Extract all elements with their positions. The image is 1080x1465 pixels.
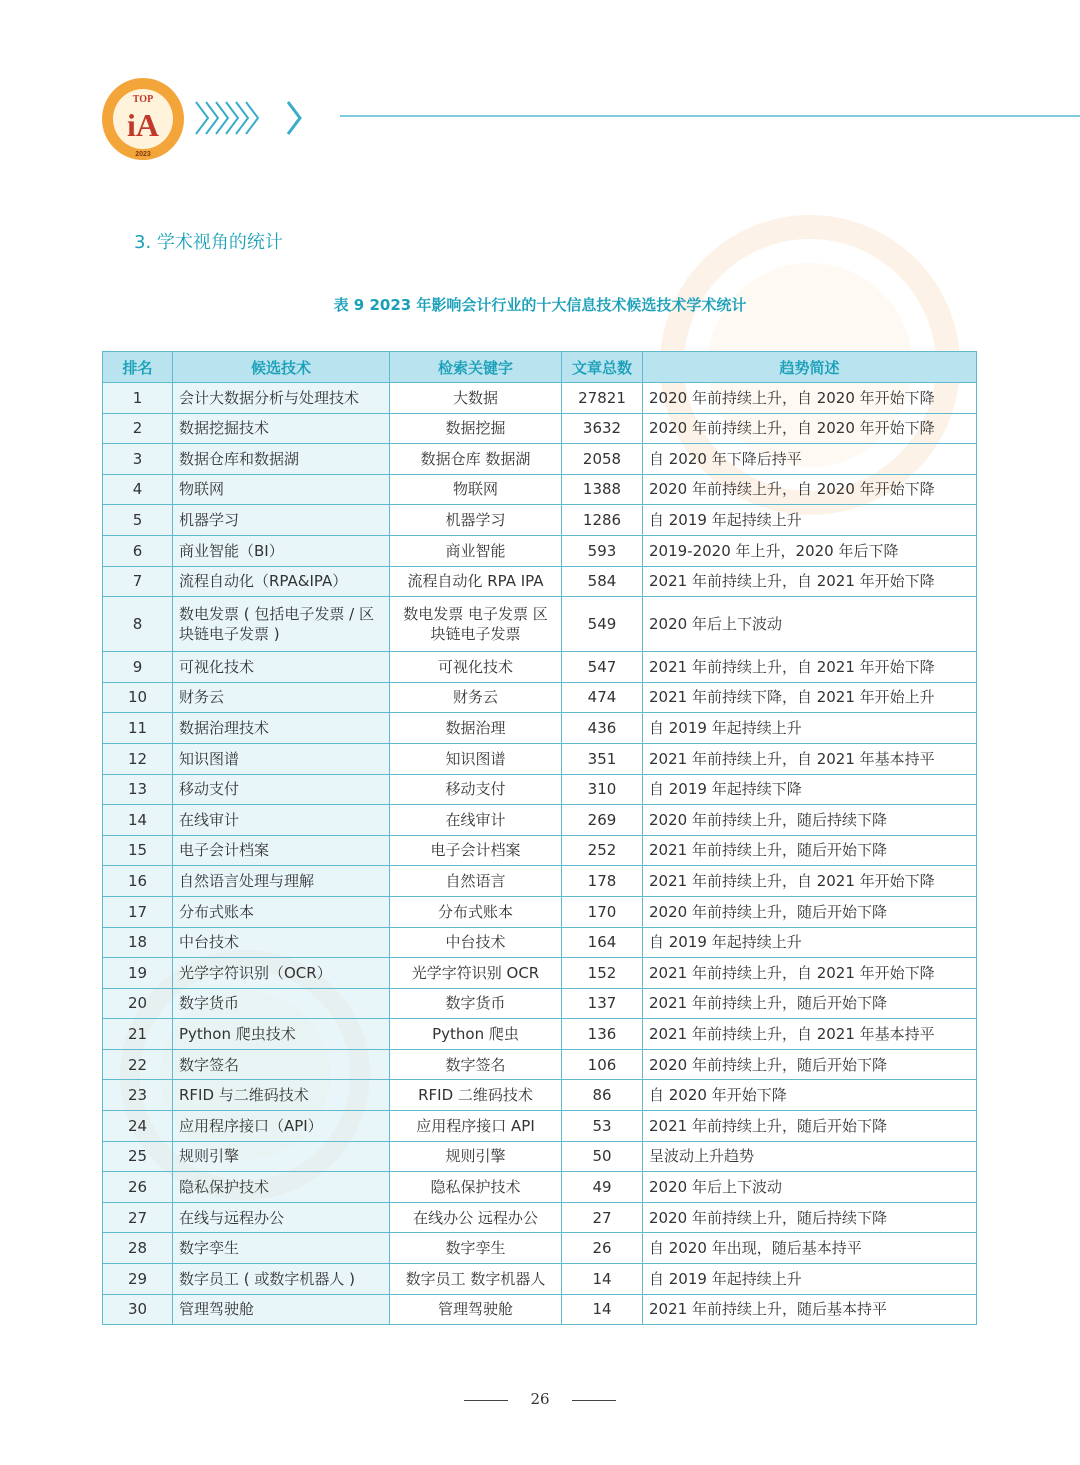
cell-trend: 2021 年前持续上升，随后开始下降	[643, 835, 977, 866]
cell-trend: 自 2019 年起持续下降	[643, 774, 977, 805]
header-tech: 候选技术	[173, 352, 390, 383]
cell-tech: 电子会计档案	[173, 835, 390, 866]
cell-rank: 19	[103, 958, 173, 989]
cell-rank: 21	[103, 1019, 173, 1050]
cell-tech: 机器学习	[173, 505, 390, 536]
page-footer	[0, 1388, 1080, 1412]
cell-count: 26	[562, 1233, 643, 1264]
cell-tech: 可视化技术	[173, 652, 390, 683]
table-row	[103, 474, 977, 505]
statistics-table	[102, 351, 977, 1325]
cell-rank: 25	[103, 1141, 173, 1172]
table-row	[103, 535, 977, 566]
cell-count: 252	[562, 835, 643, 866]
cell-trend: 自 2020 年开始下降	[643, 1080, 977, 1111]
cell-count: 14	[562, 1264, 643, 1295]
table-row	[103, 652, 977, 683]
header-chevrons-icon	[192, 98, 312, 138]
table-row	[103, 682, 977, 713]
cell-tech: 管理驾驶舱	[173, 1294, 390, 1325]
cell-tech: 数据挖掘技术	[173, 413, 390, 444]
cell-rank: 1	[103, 383, 173, 414]
table-row	[103, 1172, 977, 1203]
cell-keyword: 电子会计档案	[390, 835, 562, 866]
cell-trend: 2021 年前持续上升，随后基本持平	[643, 1294, 977, 1325]
cell-rank: 30	[103, 1294, 173, 1325]
cell-trend: 2021 年前持续上升，自 2021 年开始下降	[643, 652, 977, 683]
cell-keyword: 在线办公 远程办公	[390, 1202, 562, 1233]
cell-trend: 2020 年前持续上升，自 2020 年开始下降	[643, 474, 977, 505]
cell-trend: 自 2020 年下降后持平	[643, 444, 977, 475]
cell-count: 547	[562, 652, 643, 683]
header-count: 文章总数	[562, 352, 643, 383]
footer-rule-right	[572, 1400, 616, 1401]
cell-trend: 自 2020 年出现，随后基本持平	[643, 1233, 977, 1264]
table-row	[103, 383, 977, 414]
cell-trend: 2020 年前持续上升，随后开始下降	[643, 896, 977, 927]
cell-trend: 2021 年前持续上升，自 2021 年开始下降	[643, 566, 977, 597]
header-rule	[340, 115, 1080, 117]
cell-trend: 2020 年后上下波动	[643, 597, 977, 652]
cell-keyword: 自然语言	[390, 866, 562, 897]
cell-rank: 28	[103, 1233, 173, 1264]
cell-trend: 2021 年前持续上升，自 2021 年开始下降	[643, 958, 977, 989]
cell-tech: 物联网	[173, 474, 390, 505]
cell-trend: 自 2019 年起持续上升	[643, 713, 977, 744]
cell-rank: 10	[103, 682, 173, 713]
cell-trend: 2020 年前持续上升，随后开始下降	[643, 1049, 977, 1080]
cell-tech: 数电发票 ( 包括电子发票 / 区块链电子发票 )	[173, 597, 390, 652]
cell-keyword: 数字孪生	[390, 1233, 562, 1264]
cell-keyword: Python 爬虫	[390, 1019, 562, 1050]
cell-rank: 14	[103, 805, 173, 836]
cell-tech: 财务云	[173, 682, 390, 713]
cell-count: 351	[562, 743, 643, 774]
cell-tech: 在线与远程办公	[173, 1202, 390, 1233]
cell-count: 27821	[562, 383, 643, 414]
cell-keyword: 数据挖掘	[390, 413, 562, 444]
cell-rank: 9	[103, 652, 173, 683]
cell-keyword: 中台技术	[390, 927, 562, 958]
cell-tech: 中台技术	[173, 927, 390, 958]
cell-rank: 6	[103, 535, 173, 566]
cell-rank: 22	[103, 1049, 173, 1080]
logo-top-text: TOP	[132, 94, 154, 105]
cell-count: 14	[562, 1294, 643, 1325]
cell-tech: 光学字符识别（OCR）	[173, 958, 390, 989]
cell-keyword: 分布式账本	[390, 896, 562, 927]
cell-keyword: 光学字符识别 OCR	[390, 958, 562, 989]
cell-tech: 数字员工 ( 或数字机器人 )	[173, 1264, 390, 1295]
cell-count: 436	[562, 713, 643, 744]
cell-rank: 13	[103, 774, 173, 805]
cell-rank: 20	[103, 988, 173, 1019]
cell-count: 593	[562, 535, 643, 566]
cell-keyword: 知识图谱	[390, 743, 562, 774]
cell-keyword: 规则引擎	[390, 1141, 562, 1172]
cell-count: 106	[562, 1049, 643, 1080]
table-row	[103, 988, 977, 1019]
table-row	[103, 774, 977, 805]
cell-trend: 2021 年前持续上升，自 2021 年基本持平	[643, 743, 977, 774]
cell-rank: 12	[103, 743, 173, 774]
table-row	[103, 1080, 977, 1111]
table-caption: 表 9 2023 年影响会计行业的十大信息技术候选技术学术统计	[333, 296, 747, 314]
cell-count: 584	[562, 566, 643, 597]
cell-tech: 商业智能（BI）	[173, 535, 390, 566]
table-row	[103, 444, 977, 475]
cell-tech: 规则引擎	[173, 1141, 390, 1172]
cell-rank: 26	[103, 1172, 173, 1203]
cell-keyword: 机器学习	[390, 505, 562, 536]
cell-tech: 应用程序接口（API）	[173, 1111, 390, 1142]
cell-tech: 流程自动化（RPA&IPA）	[173, 566, 390, 597]
cell-trend: 2021 年前持续上升，随后开始下降	[643, 988, 977, 1019]
cell-count: 269	[562, 805, 643, 836]
cell-count: 50	[562, 1141, 643, 1172]
cell-rank: 18	[103, 927, 173, 958]
cell-count: 1286	[562, 505, 643, 536]
logo-year: 2023	[135, 151, 151, 158]
cell-keyword: 应用程序接口 API	[390, 1111, 562, 1142]
cell-rank: 17	[103, 896, 173, 927]
logo-mark: iA	[127, 107, 159, 143]
cell-rank: 2	[103, 413, 173, 444]
table-row	[103, 505, 977, 536]
table-row	[103, 566, 977, 597]
table-row	[103, 597, 977, 652]
cell-trend: 2021 年前持续上升，自 2021 年基本持平	[643, 1019, 977, 1050]
cell-tech: 数字签名	[173, 1049, 390, 1080]
cell-trend: 2020 年前持续上升，自 2020 年开始下降	[643, 413, 977, 444]
cell-count: 310	[562, 774, 643, 805]
cell-tech: 知识图谱	[173, 743, 390, 774]
section-title: 3. 学术视角的统计	[134, 232, 283, 253]
table-row	[103, 1294, 977, 1325]
cell-trend: 2021 年前持续上升，自 2021 年开始下降	[643, 866, 977, 897]
table-row	[103, 1049, 977, 1080]
cell-count: 136	[562, 1019, 643, 1050]
cell-rank: 27	[103, 1202, 173, 1233]
footer-rule-left	[464, 1400, 508, 1401]
table-row	[103, 866, 977, 897]
cell-rank: 3	[103, 444, 173, 475]
cell-keyword: 移动支付	[390, 774, 562, 805]
cell-keyword: 数字货币	[390, 988, 562, 1019]
top-ia-2023-logo	[100, 76, 186, 162]
cell-keyword: 商业智能	[390, 535, 562, 566]
cell-trend: 自 2019 年起持续上升	[643, 1264, 977, 1295]
table-row	[103, 1264, 977, 1295]
cell-keyword: 数字签名	[390, 1049, 562, 1080]
table-row	[103, 835, 977, 866]
cell-tech: 移动支付	[173, 774, 390, 805]
header-keyword: 检索关键字	[390, 352, 562, 383]
cell-tech: 隐私保护技术	[173, 1172, 390, 1203]
cell-trend: 自 2019 年起持续上升	[643, 927, 977, 958]
cell-count: 53	[562, 1111, 643, 1142]
cell-tech: Python 爬虫技术	[173, 1019, 390, 1050]
cell-tech: 数据治理技术	[173, 713, 390, 744]
cell-rank: 23	[103, 1080, 173, 1111]
cell-keyword: 隐私保护技术	[390, 1172, 562, 1203]
cell-tech: 数字货币	[173, 988, 390, 1019]
cell-rank: 24	[103, 1111, 173, 1142]
table-row	[103, 413, 977, 444]
cell-tech: 自然语言处理与理解	[173, 866, 390, 897]
cell-keyword: 数电发票 电子发票 区块链电子发票	[390, 597, 562, 652]
table-row	[103, 958, 977, 989]
cell-rank: 15	[103, 835, 173, 866]
cell-keyword: 大数据	[390, 383, 562, 414]
table-row	[103, 1019, 977, 1050]
table-row	[103, 713, 977, 744]
cell-keyword: 物联网	[390, 474, 562, 505]
cell-trend: 自 2019 年起持续上升	[643, 505, 977, 536]
cell-keyword: 可视化技术	[390, 652, 562, 683]
cell-keyword: 数据治理	[390, 713, 562, 744]
cell-trend: 呈波动上升趋势	[643, 1141, 977, 1172]
header-trend: 趋势简述	[643, 352, 977, 383]
cell-count: 170	[562, 896, 643, 927]
table-row	[103, 805, 977, 836]
cell-keyword: 管理驾驶舱	[390, 1294, 562, 1325]
table-row	[103, 1141, 977, 1172]
table-row	[103, 743, 977, 774]
cell-tech: 会计大数据分析与处理技术	[173, 383, 390, 414]
cell-count: 178	[562, 866, 643, 897]
cell-count: 1388	[562, 474, 643, 505]
table-row	[103, 1202, 977, 1233]
cell-trend: 2020 年前持续上升，随后持续下降	[643, 1202, 977, 1233]
cell-count: 49	[562, 1172, 643, 1203]
cell-keyword: 数字员工 数字机器人	[390, 1264, 562, 1295]
cell-trend: 2020 年前持续上升，自 2020 年开始下降	[643, 383, 977, 414]
cell-count: 549	[562, 597, 643, 652]
cell-tech: 分布式账本	[173, 896, 390, 927]
cell-tech: RFID 与二维码技术	[173, 1080, 390, 1111]
cell-tech: 数据仓库和数据湖	[173, 444, 390, 475]
cell-rank: 29	[103, 1264, 173, 1295]
cell-rank: 5	[103, 505, 173, 536]
table-row	[103, 1233, 977, 1264]
cell-count: 164	[562, 927, 643, 958]
cell-keyword: 在线审计	[390, 805, 562, 836]
cell-keyword: RFID 二维码技术	[390, 1080, 562, 1111]
cell-count: 137	[562, 988, 643, 1019]
cell-trend: 2020 年后上下波动	[643, 1172, 977, 1203]
cell-count: 2058	[562, 444, 643, 475]
cell-rank: 8	[103, 597, 173, 652]
cell-tech: 数字孪生	[173, 1233, 390, 1264]
table-row	[103, 927, 977, 958]
cell-tech: 在线审计	[173, 805, 390, 836]
cell-trend: 2020 年前持续上升，随后持续下降	[643, 805, 977, 836]
cell-rank: 7	[103, 566, 173, 597]
table-row	[103, 1111, 977, 1142]
cell-rank: 4	[103, 474, 173, 505]
cell-trend: 2019-2020 年上升，2020 年后下降	[643, 535, 977, 566]
cell-count: 152	[562, 958, 643, 989]
table-row	[103, 896, 977, 927]
cell-keyword: 数据仓库 数据湖	[390, 444, 562, 475]
cell-trend: 2021 年前持续下降，自 2021 年开始上升	[643, 682, 977, 713]
cell-count: 3632	[562, 413, 643, 444]
cell-trend: 2021 年前持续上升，随后开始下降	[643, 1111, 977, 1142]
cell-keyword: 财务云	[390, 682, 562, 713]
cell-keyword: 流程自动化 RPA IPA	[390, 566, 562, 597]
header-rank: 排名	[103, 352, 173, 383]
cell-count: 27	[562, 1202, 643, 1233]
cell-rank: 16	[103, 866, 173, 897]
cell-count: 474	[562, 682, 643, 713]
table-header-row	[103, 352, 977, 383]
cell-rank: 11	[103, 713, 173, 744]
page-number: 26	[530, 1390, 550, 1408]
cell-count: 86	[562, 1080, 643, 1111]
